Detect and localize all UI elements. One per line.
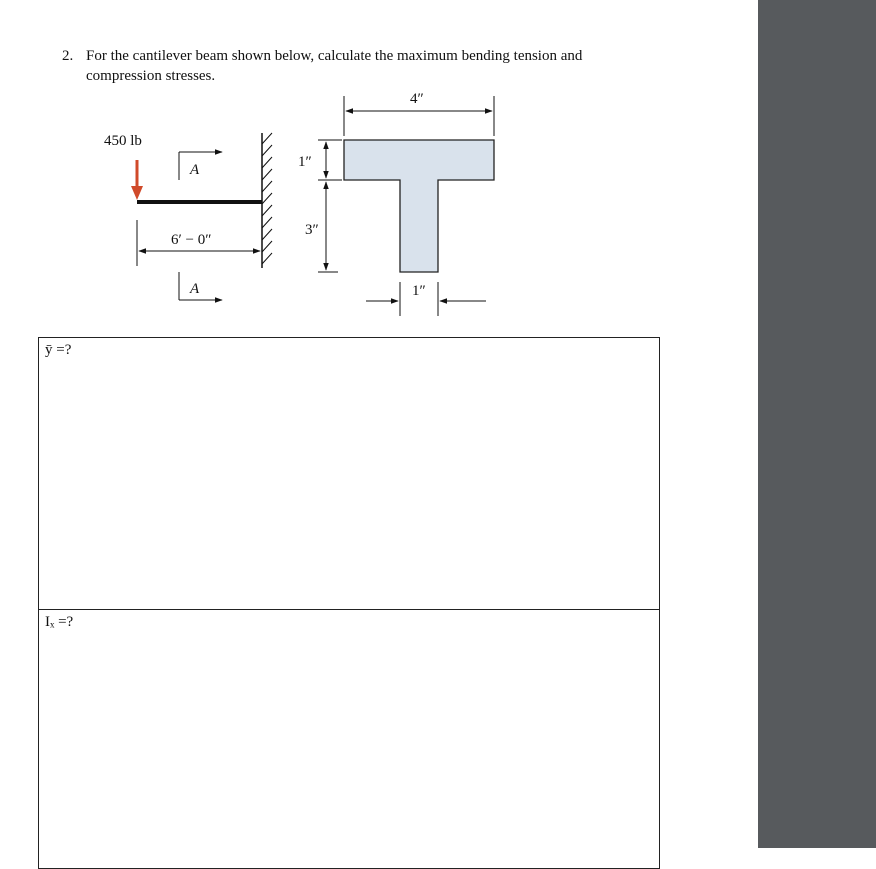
flange-thickness-dimension (298, 140, 342, 180)
web-width-label: 1″ (412, 283, 426, 299)
beam-figure (0, 0, 760, 330)
web-height-dimension (305, 182, 338, 272)
section-label-top: A (190, 162, 200, 178)
moment-of-inertia-label: Iₓ =? (45, 614, 74, 630)
load-label: 450 lb (104, 133, 142, 149)
section-cut-top (179, 152, 222, 180)
section-label-bottom: A (190, 281, 200, 297)
web-width-dimension (366, 282, 486, 316)
moment-of-inertia-answer-box[interactable] (38, 609, 660, 869)
load-arrow (131, 160, 143, 200)
span-dimension (137, 220, 260, 266)
flange-width-dimension (344, 91, 494, 136)
centroid-answer-box[interactable] (38, 337, 660, 610)
problem-text: For the cantilever beam shown below, calculate the maximum bending tension and compression stresses. (86, 48, 583, 84)
centroid-label: ȳ =? (45, 342, 72, 358)
flange-width-label: 4″ (410, 91, 424, 107)
section-cut-bottom (179, 272, 222, 300)
problem-number: 2. (62, 48, 74, 64)
t-cross-section (344, 140, 494, 272)
fixed-support (262, 133, 272, 268)
flange-thickness-label: 1″ (298, 154, 312, 170)
span-label: 6′ − 0″ (171, 232, 212, 248)
scrollbar-track[interactable] (758, 0, 876, 848)
web-height-label: 3″ (305, 222, 319, 238)
